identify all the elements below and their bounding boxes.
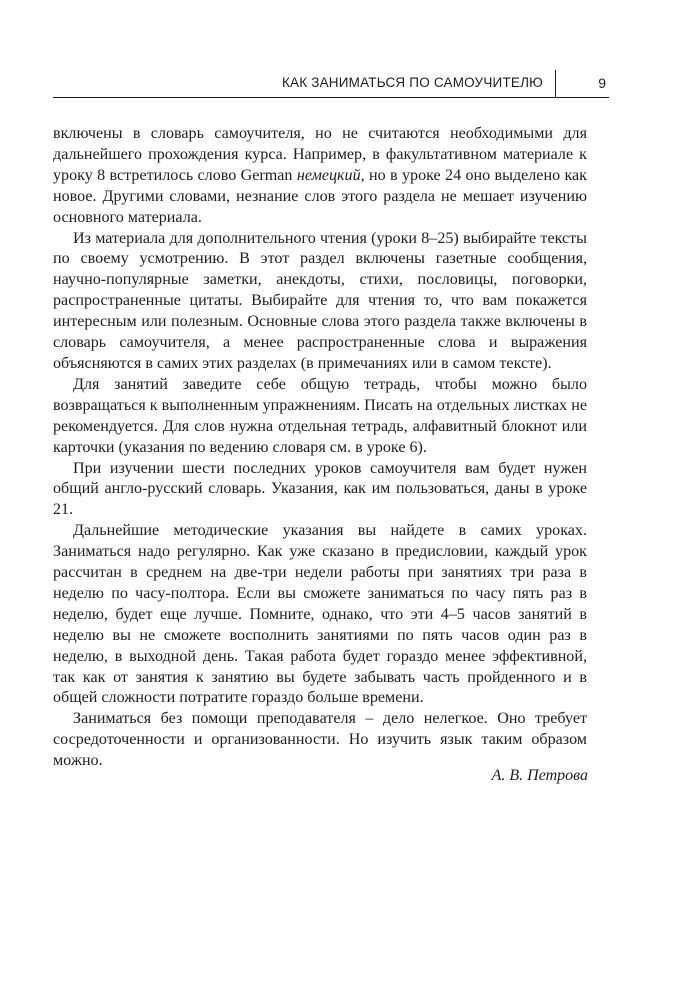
paragraph-1-part-b: но в уроке 24 оно выделено как новое. Другими словами, незнание слов этого раздела не мешает изучению основного материала. — [53, 166, 587, 226]
paragraph-1-part-a: включены в словарь самоучителя, но не считаются необходимыми для дальнейшего прохождения курса. Например, в факультативном материале к уроку 8 встретилось слово German — [53, 125, 587, 184]
paragraph-1-emphasis: немецкий, — [296, 166, 365, 184]
paragraph-3: Для занятий заведите себе общую тетрадь, чтобы можно было возвращаться к выполненным упражнениям. Писать на отдельных листках не рекомендуется. Для слов нужна отдельная тетрадь, алфавитный блокнот или карточки (указания по ведению словаря см. в уроке 6). — [53, 375, 587, 456]
paragraph-2: Из материала для дополнительного чтения (уроки 8–25) выбирайте тексты по своему усмотрению. В этот раздел включены газетные сообщения, научно-популярные заметки, анекдоты, стихи, пословицы, поговорки, распространенные цитаты. Выбирайте для чтения то, что вам покажется интересным или полезным. Основные слова этого раздела также включены в словарь самоучителя, а менее распространенные слова и выражения объясняются в самих этих разделах (в примечаниях или в самом тексте). — [53, 229, 587, 372]
paragraph-1 — [53, 124, 587, 229]
running-header — [53, 70, 609, 98]
paragraph-6: Заниматься без помощи преподавателя – дело нелегкое. Оно требует сосредоточенности и организованности. Но изучить язык таким образом можно. — [53, 710, 587, 770]
paragraph-5: Дальнейшие методические указания вы найдете в самих уроках. Заниматься надо регулярно. Как уже сказано в предисловии, каждый урок рассчитан в среднем на две-три недели работы при занятиях три раза в неделю по часу-полтора. Если вы сможете заниматься по часу пять раз в неделю, будет еще лучше. Помните, однако, что эти 4–5 часов занятий в неделю вы не сможете восполнить занятиями по пять часов один раз в неделю, в выходной день. Такая работа будет гораздо менее эффективной, так как от занятия к занятию вы будете забывать часть пройденного и в общей сложности потратите гораздо больше времени. — [53, 522, 587, 707]
header-title: КАК ЗАНИМАТЬСЯ ПО САМОУЧИТЕЛЮ — [281, 75, 543, 90]
header-rule — [53, 97, 609, 98]
body-text — [53, 124, 587, 772]
header-separator — [555, 70, 556, 98]
paragraph-4: При изучении шести последних уроков самоучителя вам будет нужен общий англо-русский словарь. Указания, как им пользоваться, даны в уроке 21. — [53, 459, 587, 519]
author-signature: А. В. Петрова — [491, 767, 588, 784]
page-number: 9 — [598, 75, 606, 91]
